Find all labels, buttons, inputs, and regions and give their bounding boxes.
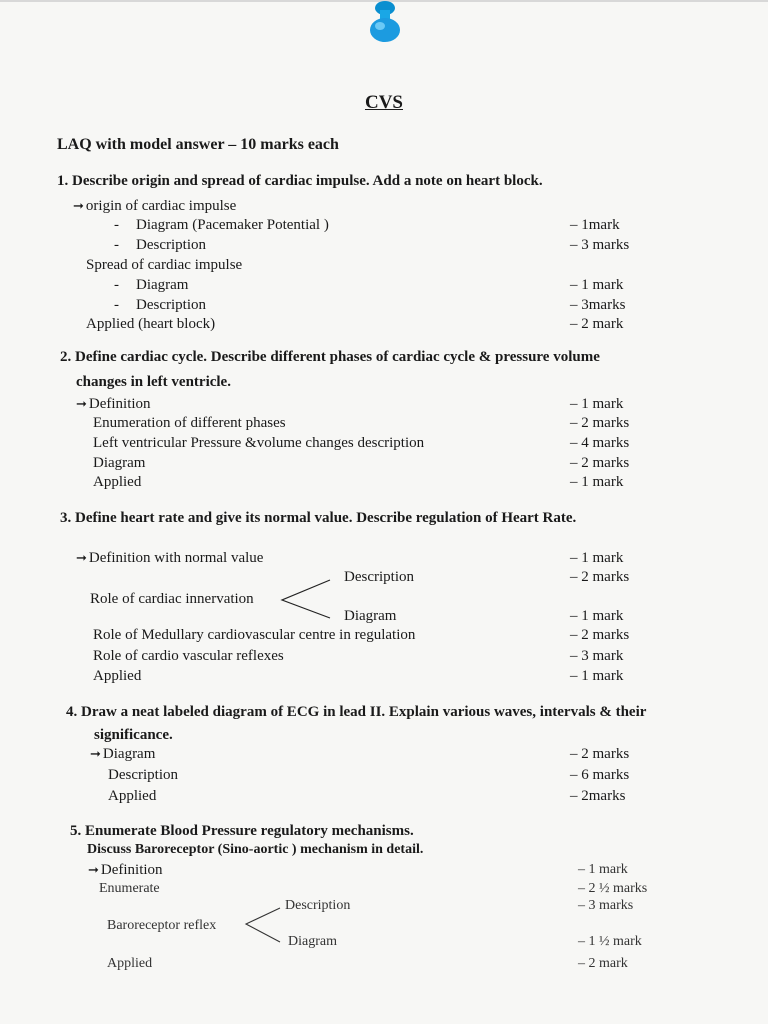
subtitle: LAQ with model answer – 10 marks each [57, 136, 339, 153]
push-pin-icon [368, 0, 402, 44]
list-item: Description – 3 marks [285, 898, 634, 913]
arrow-icon: ➞ [76, 396, 87, 411]
list-item: - Description – 3marks [114, 297, 626, 313]
list-item: ➞ Diagram – 2 marks [90, 746, 630, 762]
list-item: Applied – 1 mark [93, 474, 624, 490]
question-3: 3. Define heart rate and give its normal value. Describe regulation of Heart Rate. [60, 510, 577, 526]
list-item: ➞ origin of cardiac impulse [73, 198, 237, 214]
list-item: - Description – 3 marks [114, 237, 630, 253]
list-item: Enumerate – 2 ½ marks [99, 881, 648, 896]
question-4-continued: significance. [94, 727, 173, 743]
arrow-icon: ➞ [76, 550, 87, 565]
list-item: Applied – 2 mark [107, 956, 628, 971]
arrow-icon: ➞ [73, 198, 84, 213]
question-2-continued: changes in left ventricle. [76, 374, 231, 390]
list-item: ➞ Definition with normal value – 1 mark [76, 550, 624, 566]
question-1: 1. Describe origin and spread of cardiac impulse. Add a note on heart block. [57, 173, 543, 189]
list-item: Role of cardio vascular reflexes – 3 mark [93, 648, 624, 664]
arrow-icon: ➞ [88, 862, 99, 877]
list-item: Applied (heart block) – 2 mark [86, 316, 624, 332]
list-item: - Diagram – 1 mark [114, 277, 624, 293]
page-title: CVS [364, 92, 403, 113]
list-item: Role of Medullary cardiovascular centre in regulation – 2 marks [93, 627, 630, 643]
list-item: Left ventricular Pressure &volume changes description – 4 marks [93, 435, 630, 451]
question-2: 2. Define cardiac cycle. Describe different phases of cardiac cycle & pressure volume [60, 349, 600, 365]
list-item: ➞ Definition – 1 mark [88, 862, 628, 878]
list-item: Applied – 1 mark [93, 668, 624, 684]
list-item: Diagram – 2 marks [93, 455, 630, 471]
question-5-continued: Discuss Baroreceptor (Sino-aortic ) mechanism in detail. [87, 842, 424, 857]
question-5: 5. Enumerate Blood Pressure regulatory mechanisms. [70, 823, 414, 839]
list-item: - Diagram (Pacemaker Potential ) – 1mark [114, 217, 620, 233]
question-4: 4. Draw a neat labeled diagram of ECG in lead II. Explain various waves, intervals & their [66, 704, 647, 720]
list-item: Spread of cardiac impulse [86, 257, 243, 273]
list-item: Role of cardiac innervation [90, 591, 254, 607]
list-item: Applied – 2marks [108, 788, 626, 804]
list-item: Description – 2 marks [344, 569, 630, 585]
list-item: Description – 6 marks [108, 767, 630, 783]
list-item: ➞ Definition – 1 mark [76, 396, 624, 412]
list-item: Enumeration of different phases – 2 marks [93, 415, 630, 431]
list-item: Diagram – 1 mark [344, 608, 624, 624]
list-item: Baroreceptor reflex [107, 918, 217, 933]
list-item: Diagram – 1 ½ mark [288, 934, 642, 949]
arrow-icon: ➞ [90, 746, 101, 761]
